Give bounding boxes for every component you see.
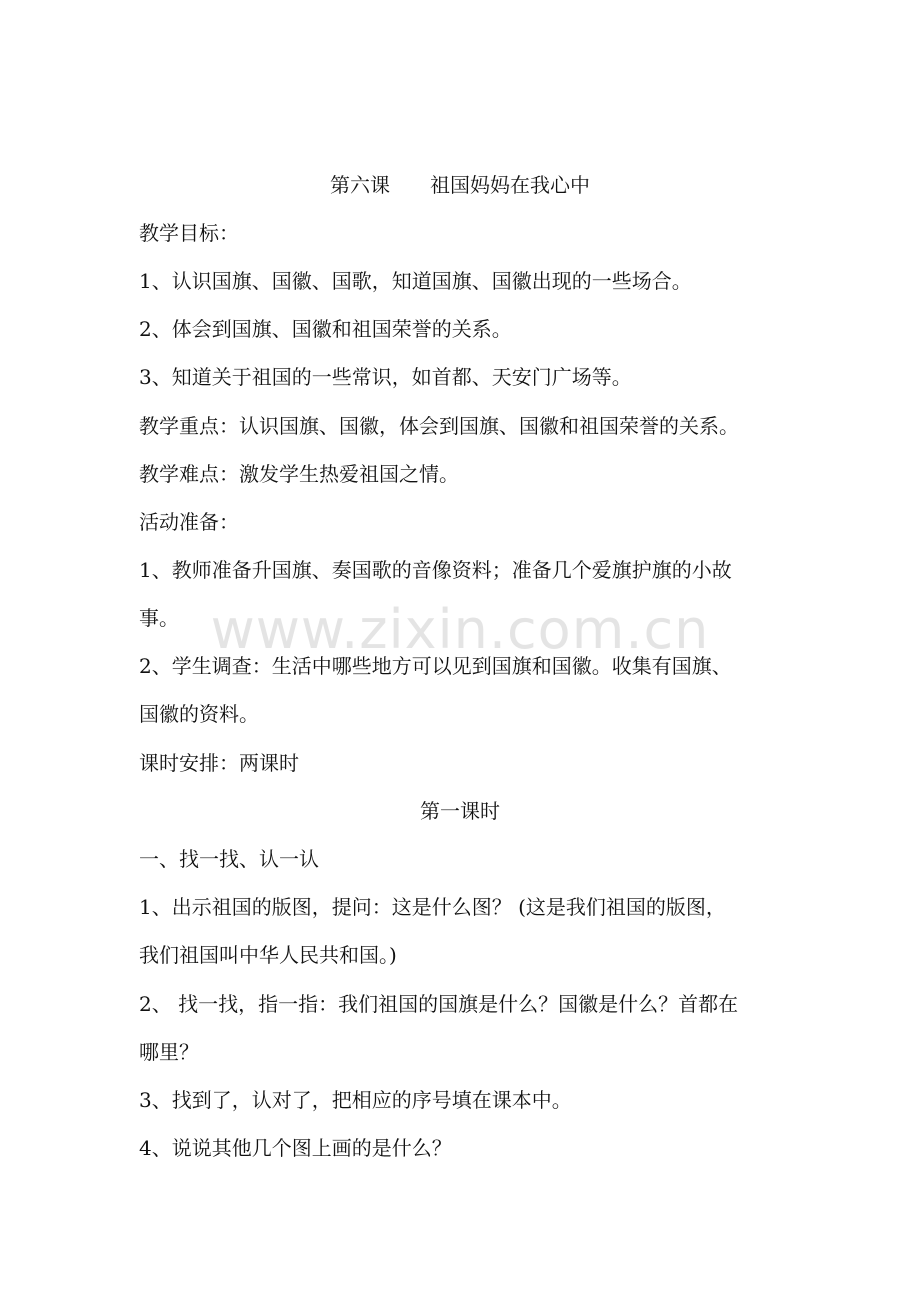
preparation-2-cont: 国徽的资料。 — [139, 702, 259, 726]
key-points: 教学重点：认识国旗、国徽，体会到国旗、国徽和祖国荣誉的关系。 — [139, 414, 739, 438]
activity-heading: 一、找一找、认一认 — [139, 847, 319, 871]
schedule: 课时安排：两课时 — [139, 751, 299, 775]
lesson-title — [0, 171, 920, 199]
objective-1: 1、认识国旗、国徽、国歌，知道国旗、国徽出现的一些场合。 — [139, 269, 692, 293]
objective-3: 3、知道关于祖国的一些常识，如首都、天安门广场等。 — [139, 365, 632, 389]
objective-2: 2、体会到国旗、国徽和祖国荣誉的关系。 — [139, 317, 512, 341]
preparation-2: 2、学生调查：生活中哪些地方可以见到国旗和国徽。收集有国旗、 — [139, 654, 732, 678]
lesson-number: 第六课 — [330, 173, 390, 197]
difficult-points: 教学难点：激发学生热爱祖国之情。 — [139, 462, 459, 486]
preparation-1-cont: 事。 — [139, 606, 179, 630]
activity-step-3: 3、找到了，认对了，把相应的序号填在课本中。 — [139, 1088, 572, 1112]
heading-preparation: 活动准备： — [139, 510, 239, 534]
activity-step-2-cont: 哪里？ — [139, 1040, 199, 1064]
activity-step-2: 2、 找一找，指一指：我们祖国的国旗是什么？国徽是什么？首都在 — [139, 992, 739, 1016]
lesson-name: 祖国妈妈在我心中 — [430, 173, 590, 197]
section-title-first-lesson: 第一课时 — [420, 799, 500, 823]
activity-step-1-cont: 我们祖国叫中华人民共和国。) — [139, 943, 397, 967]
preparation-1: 1、教师准备升国旗、奏国歌的音像资料；准备几个爱旗护旗的小故 — [139, 558, 732, 582]
activity-step-4: 4、说说其他几个图上画的是什么？ — [139, 1136, 452, 1160]
watermark: www.zixin.com.cn — [210, 598, 710, 661]
heading-objectives: 教学目标： — [139, 221, 239, 245]
activity-step-1: 1、出示祖国的版图，提问：这是什么图？ (这是我们祖国的版图， — [139, 895, 726, 919]
